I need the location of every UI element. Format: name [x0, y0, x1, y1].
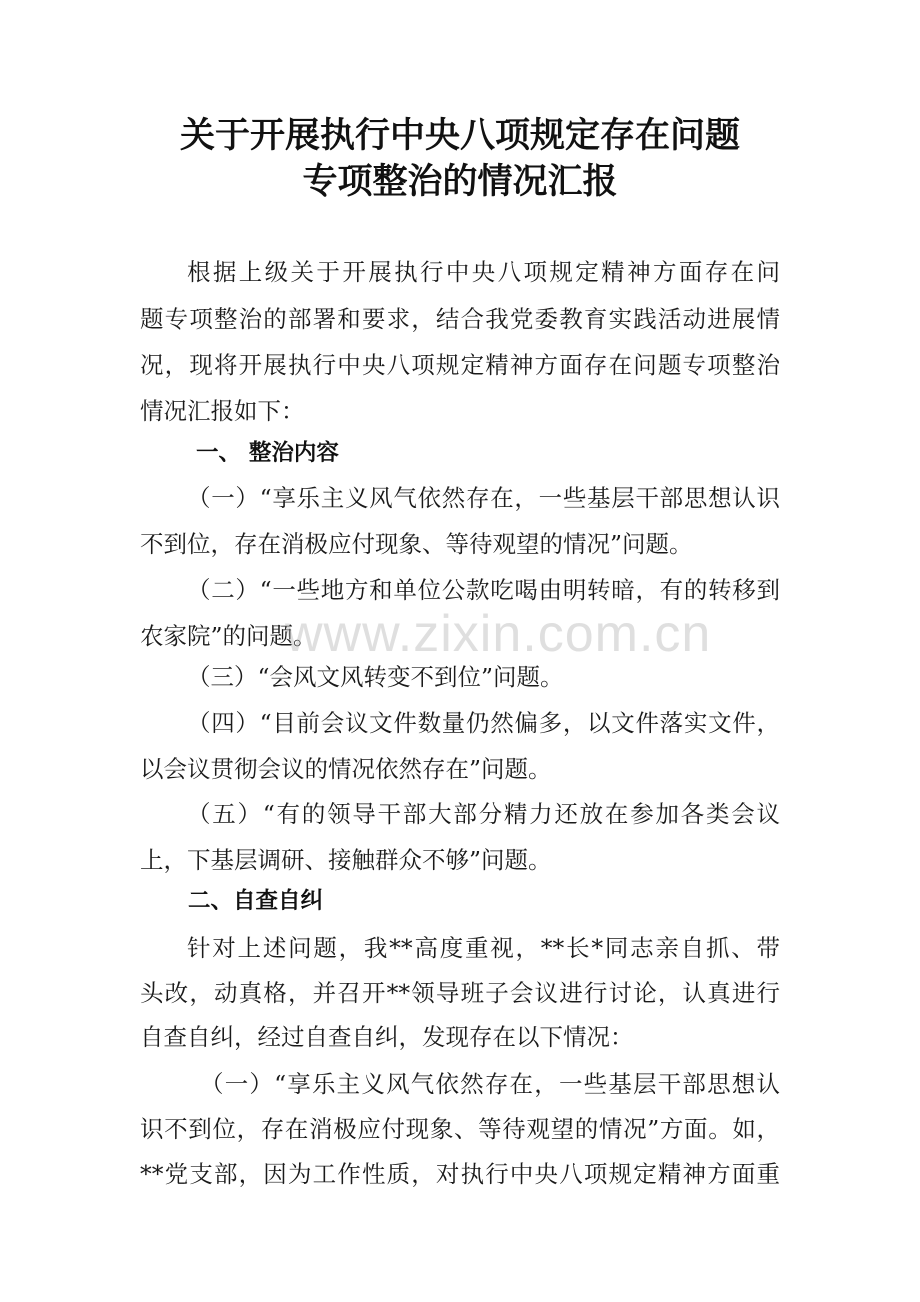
- watermark: www.zixin.com.cn: [285, 605, 712, 663]
- section1-item-1-line-2: 不到位，存在消极应付现象、等待观望的情况”问题。: [140, 530, 693, 558]
- section1-item-4-line-1: （四）“目前会议文件数量仍然偏多，以文件落实文件，: [187, 709, 780, 737]
- section1-item-5-line-2: 上，下基层调研、接触群众不够”问题。: [140, 846, 552, 874]
- intro-line-3: 况，现将开展执行中央八项规定精神方面存在问题专项整治: [140, 351, 780, 379]
- intro-line-1: 根据上级关于开展执行中央八项规定精神方面存在问: [187, 258, 780, 286]
- section1-item-5-line-1: （五）“有的领导干部大部分精力还放在参加各类会议: [187, 800, 780, 828]
- section2-para-line-1: 针对上述问题，我**高度重视，**长*同志亲自抓、带: [187, 934, 780, 962]
- document-title-line-2: 专项整治的情况汇报: [302, 161, 618, 202]
- section2-item-1-line-1: （一）“享乐主义风气依然存在，一些基层干部思想认: [200, 1070, 780, 1098]
- section2-para-line-2: 头改，动真格，并召开**领导班子会议进行讨论，认真进行: [140, 979, 780, 1007]
- section2-para-line-3: 自查自纠，经过自查自纠，发现存在以下情况：: [140, 1023, 634, 1051]
- document-title-line-1: 关于开展执行中央八项规定存在问题: [179, 115, 740, 156]
- section2-item-1-line-3: **党支部，因为工作性质，对执行中央八项规定精神方面重: [140, 1160, 780, 1188]
- section1-item-2-line-2: 农家院”的问题。: [140, 622, 317, 650]
- section-heading-1: 一、 整治内容: [196, 440, 339, 466]
- section1-item-4-line-2: 以会议贯彻会议的情况依然存在”问题。: [140, 755, 552, 783]
- intro-line-2: 题专项整治的部署和要求，结合我党委教育实践活动进展情: [140, 305, 780, 333]
- section1-item-2-line-1: （二）“一些地方和单位公款吃喝由明转暗，有的转移到: [187, 576, 780, 604]
- section1-item-1-line-1: （一）“享乐主义风气依然存在，一些基层干部思想认识: [187, 484, 780, 512]
- section1-item-3-line-1: （三）“会风文风转变不到位”问题。: [187, 663, 564, 691]
- section-heading-2: 二、自查自纠: [188, 888, 324, 914]
- section2-item-1-line-2: 识不到位，存在消极应付现象、等待观望的情况”方面。如，: [140, 1115, 780, 1143]
- intro-line-4: 情况汇报如下：: [140, 397, 305, 425]
